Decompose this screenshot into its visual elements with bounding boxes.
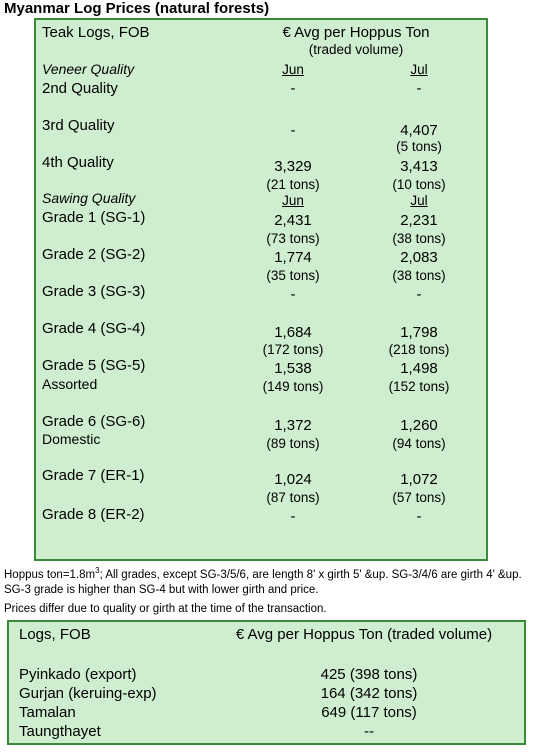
volume-jun: (35 tons) (266, 268, 320, 283)
volume-jul: (152 tons) (388, 379, 450, 394)
volume-jul: (5 tons) (396, 139, 442, 154)
row-label: Grade 8 (ER-2) (42, 506, 145, 523)
row-label: Grade 2 (SG-2) (42, 246, 146, 263)
price-jul: - (416, 80, 422, 97)
price-jul: 1,260 (400, 417, 438, 434)
row-sublabel: Assorted (42, 376, 98, 392)
volume-jun: (73 tons) (266, 231, 320, 246)
sawing-section-label: Sawing Quality (42, 190, 136, 206)
sawing-month-jun: Jun (282, 193, 304, 208)
volume-jun: (21 tons) (266, 177, 320, 192)
row-label: 2nd Quality (42, 80, 118, 97)
row-label: Grade 6 (SG-6) (42, 413, 146, 430)
price-jun: 1,684 (274, 324, 312, 341)
price-jun: - (290, 508, 296, 525)
teak-header-volume: (traded volume) (308, 42, 404, 57)
teak-logs-table (34, 18, 488, 561)
price-jun: 3,329 (274, 158, 312, 175)
price-jun: 1,024 (274, 471, 312, 488)
volume-jul: (38 tons) (392, 231, 446, 246)
volume-jul: (38 tons) (392, 268, 446, 283)
price-jun: 1,372 (274, 417, 312, 434)
price-jul: - (416, 508, 422, 525)
log-row-value: -- (364, 723, 374, 740)
price-jul: 2,083 (400, 249, 438, 266)
log-row-label: Pyinkado (export) (19, 666, 137, 683)
hoppus-note-body: ; All grades, except SG-3/5/6, are length 8' x girth 5' &up. SG-3/4/6 are girth 4' &up. SG-3 grade is higher than SG-4 but with lower girth and price. (4, 568, 522, 596)
price-jun: - (290, 80, 296, 97)
price-jul: 1,498 (400, 360, 438, 377)
row-label: Grade 4 (SG-4) (42, 320, 146, 337)
hoppus-note (4, 563, 530, 598)
price-jul: - (416, 286, 422, 303)
log-row-value: 425 (398 tons) (320, 666, 418, 683)
row-label: Grade 5 (SG-5) (42, 357, 146, 374)
log-row-value: 649 (117 tons) (321, 704, 417, 721)
log-row-label: Tamalan (19, 704, 76, 721)
prices-note: Prices differ due to quality or girth at the time of the transaction. (4, 603, 327, 615)
hoppus-note-lead: Hoppus ton=1.8m (4, 568, 96, 581)
price-jun: 1,538 (274, 360, 312, 377)
price-jun: 2,431 (274, 212, 312, 229)
log-row-label: Taungthayet (19, 723, 101, 740)
price-jul: 2,231 (400, 212, 438, 229)
hoppus-note-superscript: 3 (95, 566, 100, 575)
volume-jul: (10 tons) (392, 177, 446, 192)
teak-header-label: Teak Logs, FOB (42, 24, 150, 41)
row-label: Grade 3 (SG-3) (42, 283, 146, 300)
volume-jul: (57 tons) (392, 490, 446, 505)
row-label: 3rd Quality (42, 117, 115, 134)
volume-jun: (172 tons) (262, 342, 324, 357)
logs-header-label: Logs, FOB (19, 626, 91, 643)
volume-jun: (89 tons) (266, 436, 320, 451)
sawing-month-jul: Jul (410, 193, 428, 208)
row-sublabel: Domestic (42, 431, 101, 447)
teak-header-price: € Avg per Hoppus Ton (282, 24, 430, 41)
price-jul: 1,798 (400, 324, 438, 341)
logs-table (7, 620, 526, 745)
volume-jul: (218 tons) (388, 342, 450, 357)
row-label: Grade 1 (SG-1) (42, 209, 146, 226)
volume-jun: (149 tons) (262, 379, 324, 394)
log-row-label: Gurjan (keruing-exp) (19, 685, 157, 702)
volume-jun: (87 tons) (266, 490, 320, 505)
volume-jul: (94 tons) (392, 436, 446, 451)
logs-header-price: € Avg per Hoppus Ton (traded volume) (235, 626, 493, 643)
price-jun: - (290, 122, 296, 139)
price-jun: 1,774 (274, 249, 312, 266)
price-jun: - (290, 286, 296, 303)
log-row-value: 164 (342 tons) (320, 685, 418, 702)
veneer-section-label: Veneer Quality (42, 61, 135, 77)
row-label: 4th Quality (42, 154, 114, 171)
price-jul: 4,407 (400, 122, 438, 139)
veneer-month-jun: Jun (282, 62, 304, 77)
veneer-month-jul: Jul (410, 62, 428, 77)
row-label: Grade 7 (ER-1) (42, 467, 145, 484)
price-jul: 1,072 (400, 471, 438, 488)
page-title: Myanmar Log Prices (natural forests) (4, 0, 270, 17)
price-jul: 3,413 (400, 158, 438, 175)
